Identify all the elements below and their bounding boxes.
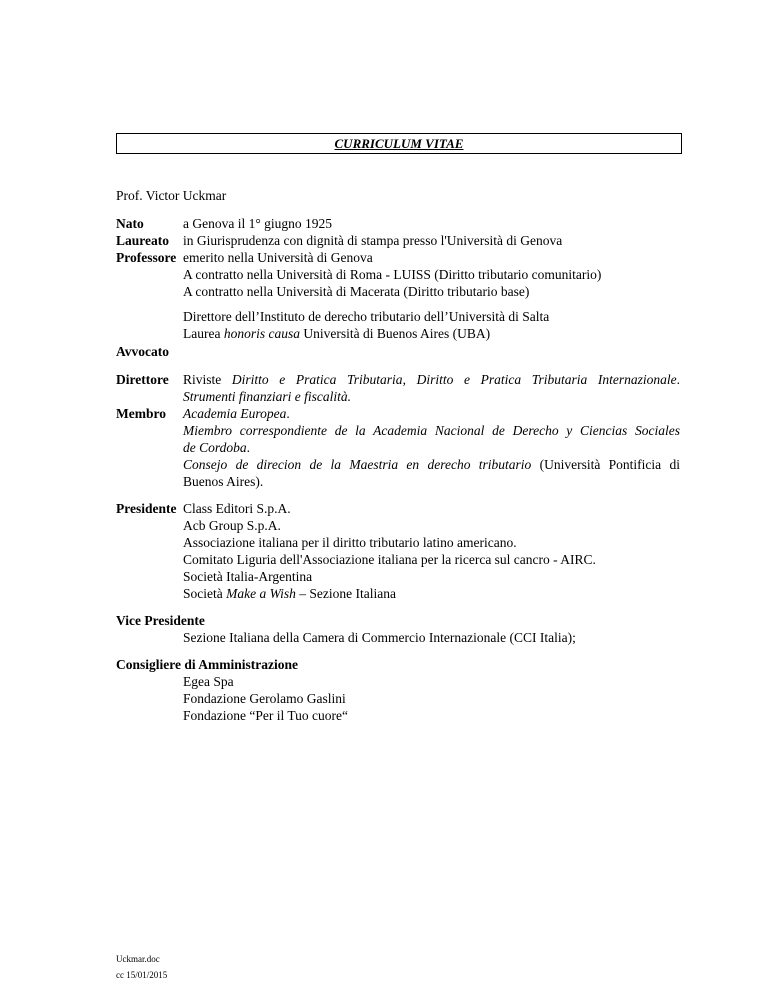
footer-filename: Uckmar.doc <box>116 954 160 964</box>
membro-academia-em: Academia Europea <box>183 406 287 421</box>
presidente-make-a-wish <box>183 585 396 602</box>
presidente-line: Comitato Liguria dell'Associazione italiana per la ricerca sul cancro - AIRC. <box>183 552 596 567</box>
direttore-riviste <box>183 371 680 388</box>
membro-consejo-em: Consejo de direcion de la Maestria en derecho tributario <box>183 457 532 472</box>
make-em: Make a Wish <box>226 586 296 601</box>
footer-date: cc 15/01/2015 <box>116 970 168 980</box>
presidente-label: Presidente <box>116 501 177 516</box>
consigliere-line: Fondazione “Per il Tuo cuore“ <box>183 708 348 723</box>
professore-label: Professore <box>116 250 177 265</box>
consigliere-line: Egea Spa <box>183 674 234 689</box>
person-name: Prof. Victor Uckmar <box>116 188 227 203</box>
professore-line: A contratto nella Università di Roma - LUISS (Diritto tributario comunitario) <box>183 267 602 282</box>
direttore-em2: Diritto e Pratica Tributaria Internazionale <box>416 372 677 387</box>
professore-line: A contratto nella Università di Macerata (Diritto tributario base) <box>183 284 530 299</box>
membro-miembro-post: . <box>246 440 250 455</box>
make-pre: Società <box>183 586 227 601</box>
presidente-line: Class Editori S.p.A. <box>183 501 291 516</box>
laurea-post: Università di Buenos Aires (UBA) <box>299 326 491 341</box>
membro-miembro-line1 <box>183 422 680 439</box>
vice-presidente-label: Vice Presidente <box>116 613 205 628</box>
presidente-line: Società Italia-Argentina <box>183 569 313 584</box>
membro-consejo-line1 <box>183 456 680 473</box>
make-post: – Sezione Italiana <box>295 586 396 601</box>
laurea-pre: Laurea <box>183 326 224 341</box>
membro-miembro-line2 <box>183 439 250 456</box>
nato-text: a Genova il 1° giugno 1925 <box>183 216 333 231</box>
membro-academia-post: . <box>286 406 290 421</box>
direttore-line2-em: Strumenti finanziari e fiscalità. <box>183 389 351 404</box>
membro-consejo-line2: Buenos Aires). <box>183 474 264 489</box>
direttore-post: . <box>676 372 680 387</box>
laureato-label: Laureato <box>116 233 169 248</box>
membro-consejo-post: (Università Pontificia di <box>531 457 680 472</box>
direttore-pre: Riviste <box>183 372 232 387</box>
direttore-label: Direttore <box>116 372 169 387</box>
avvocato-label: Avvocato <box>116 344 169 359</box>
laurea-honoris-text <box>183 325 490 342</box>
direttore-em1: Diritto e Pratica Tributaria <box>231 372 403 387</box>
laurea-honoris-em: honoris causa <box>223 326 300 341</box>
membro-label: Membro <box>116 406 166 421</box>
membro-miembro-em2: de Cordoba <box>183 440 247 455</box>
membro-miembro-em1: Miembro correspondiente de la Academia Nacional de Derecho y Ciencias Sociales <box>183 423 680 438</box>
document-title: CURRICULUM VITAE <box>116 133 682 154</box>
direttore-line2 <box>183 388 351 405</box>
vice-presidente-text: Sezione Italiana della Camera di Commercio Internazionale (CCI Italia); <box>183 630 576 645</box>
membro-academia <box>183 405 290 422</box>
laureato-text: in Giurisprudenza con dignità di stampa presso l'Università di Genova <box>183 233 563 248</box>
presidente-line: Associazione italiana per il diritto tributario latino americano. <box>183 535 517 550</box>
consigliere-label: Consigliere di Amministrazione <box>116 657 298 672</box>
nato-label: Nato <box>116 216 144 231</box>
direttore-mid: , <box>402 372 417 387</box>
professore-line: emerito nella Università di Genova <box>183 250 373 265</box>
direttore-instituto-text: Direttore dell’Instituto de derecho tributario dell’Università di Salta <box>183 309 550 324</box>
consigliere-line: Fondazione Gerolamo Gaslini <box>183 691 346 706</box>
presidente-line: Acb Group S.p.A. <box>183 518 281 533</box>
